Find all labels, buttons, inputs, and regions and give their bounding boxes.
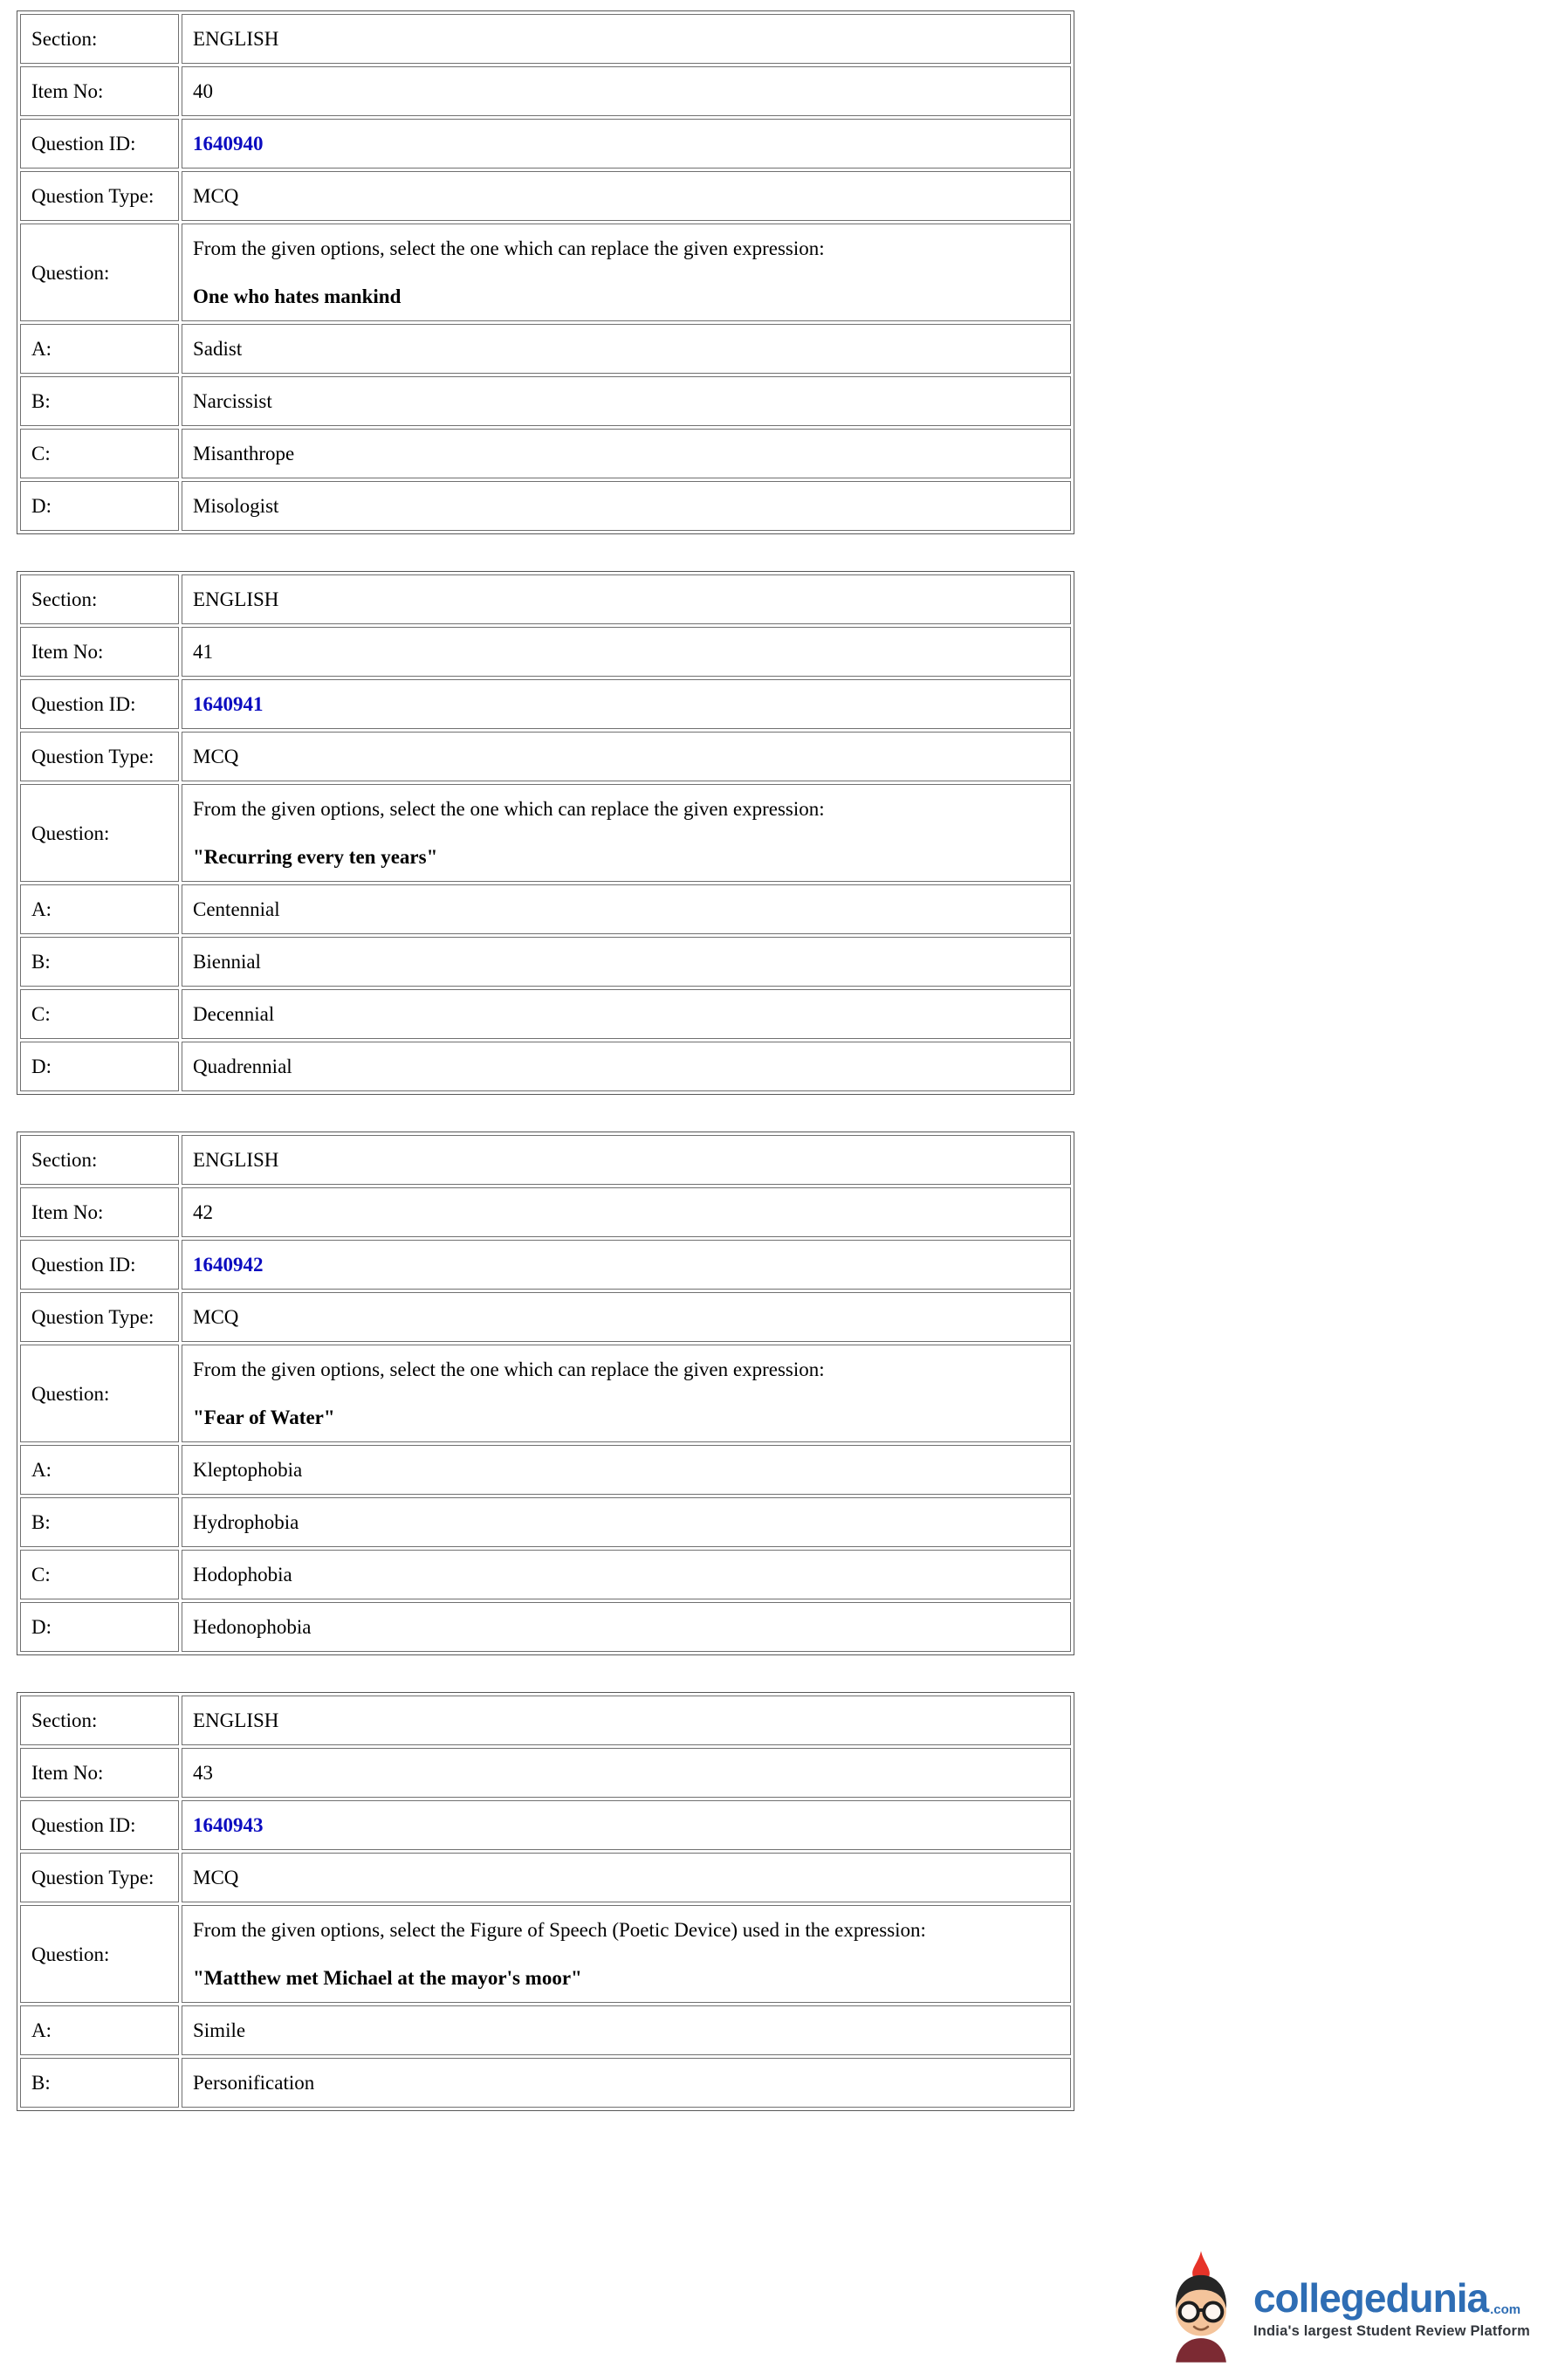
question-type-value: MCQ: [182, 171, 1071, 221]
question-type-label: Question Type:: [20, 1853, 179, 1902]
option-b-row: [20, 2058, 1071, 2108]
section-row: [20, 574, 1071, 624]
question-id-row: [20, 119, 1071, 169]
question-type-value: MCQ: [182, 1292, 1071, 1342]
option-c-row: [20, 429, 1071, 478]
question-intro: From the given options, select the one which can replace the given expression:: [193, 237, 825, 259]
option-b-label: B:: [20, 937, 179, 987]
question-label: Question:: [20, 1905, 179, 2003]
question-id-cell: [182, 119, 1071, 169]
section-value: ENGLISH: [182, 1696, 1071, 1745]
item-no-label: Item No:: [20, 627, 179, 677]
question-type-label: Question Type:: [20, 1292, 179, 1342]
question-cell: [182, 784, 1071, 882]
option-c-row: [20, 989, 1071, 1039]
option-c-value: Decennial: [182, 989, 1071, 1039]
question-table-43-clip: [17, 1692, 1074, 2133]
question-type-label: Question Type:: [20, 171, 179, 221]
section-value: ENGLISH: [182, 14, 1071, 64]
option-a-value: Sadist: [182, 324, 1071, 374]
question-intro: From the given options, select the one which can replace the given expression:: [193, 798, 825, 820]
brand-tagline: India's largest Student Review Platform: [1253, 2322, 1530, 2339]
option-b-row: [20, 1497, 1071, 1547]
option-a-row: [20, 1445, 1071, 1495]
question-expression: "Fear of Water": [193, 1407, 335, 1428]
question-type-row: [20, 1292, 1071, 1342]
option-a-value: Simile: [182, 2005, 1071, 2055]
brand-wordmark: [1253, 2274, 1530, 2321]
option-d-row: [20, 481, 1071, 531]
question-cell: [182, 224, 1071, 321]
question-id-cell: [182, 679, 1071, 729]
question-id-label: Question ID:: [20, 1800, 179, 1850]
mascot-icon: [1161, 2251, 1241, 2366]
item-no-label: Item No:: [20, 66, 179, 116]
question-table-40: [17, 10, 1074, 534]
question-id-link[interactable]: 1640940: [193, 133, 264, 155]
option-c-label: C:: [20, 429, 179, 478]
section-label: Section:: [20, 14, 179, 64]
question-intro: From the given options, select the Figure of Speech (Poetic Device) used in the expression:: [193, 1919, 926, 1941]
question-expression: "Recurring every ten years": [193, 846, 438, 868]
option-d-row: [20, 1602, 1071, 1652]
question-row: [20, 224, 1071, 321]
option-b-value: Biennial: [182, 937, 1071, 987]
item-no-row: [20, 1187, 1071, 1237]
option-a-row: [20, 884, 1071, 934]
option-a-label: A:: [20, 884, 179, 934]
section-row: [20, 1696, 1071, 1745]
section-label: Section:: [20, 574, 179, 624]
question-id-row: [20, 1800, 1071, 1850]
section-value: ENGLISH: [182, 1135, 1071, 1185]
option-a-label: A:: [20, 1445, 179, 1495]
option-a-row: [20, 324, 1071, 374]
option-b-label: B:: [20, 1497, 179, 1547]
option-c-label: C:: [20, 1550, 179, 1599]
question-id-link[interactable]: 1640941: [193, 693, 264, 715]
question-type-label: Question Type:: [20, 732, 179, 781]
question-type-value: MCQ: [182, 1853, 1071, 1902]
question-id-label: Question ID:: [20, 679, 179, 729]
item-no-value: 41: [182, 627, 1071, 677]
option-d-label: D:: [20, 1602, 179, 1652]
question-intro: From the given options, select the one which can replace the given expression:: [193, 1359, 825, 1380]
question-type-row: [20, 732, 1071, 781]
question-row: [20, 1345, 1071, 1442]
option-c-row: [20, 1550, 1071, 1599]
item-no-row: [20, 66, 1071, 116]
option-d-value: Hedonophobia: [182, 1602, 1071, 1652]
question-id-cell: [182, 1800, 1071, 1850]
section-label: Section:: [20, 1135, 179, 1185]
question-id-cell: [182, 1240, 1071, 1290]
option-c-label: C:: [20, 989, 179, 1039]
option-b-value: Hydrophobia: [182, 1497, 1071, 1547]
question-row: [20, 1905, 1071, 2003]
question-table-41: [17, 571, 1074, 1095]
item-no-value: 43: [182, 1748, 1071, 1798]
option-b-row: [20, 937, 1071, 987]
question-paper-page: [17, 10, 1074, 2133]
section-row: [20, 1135, 1071, 1185]
brand-name: collegedunia: [1253, 2274, 1489, 2321]
item-no-row: [20, 627, 1071, 677]
option-d-value: Misologist: [182, 481, 1071, 531]
question-expression: One who hates mankind: [193, 285, 402, 307]
option-d-row: [20, 1042, 1071, 1091]
option-b-value: Narcissist: [182, 376, 1071, 426]
option-b-value: Personification: [182, 2058, 1071, 2108]
option-c-value: Misanthrope: [182, 429, 1071, 478]
item-no-value: 40: [182, 66, 1071, 116]
question-table-42: [17, 1132, 1074, 1655]
item-no-row: [20, 1748, 1071, 1798]
question-label: Question:: [20, 224, 179, 321]
question-row: [20, 784, 1071, 882]
option-b-label: B:: [20, 2058, 179, 2108]
question-id-label: Question ID:: [20, 1240, 179, 1290]
section-label: Section:: [20, 1696, 179, 1745]
question-cell: [182, 1345, 1071, 1442]
option-d-label: D:: [20, 481, 179, 531]
brand-domain: .com: [1490, 2301, 1521, 2317]
option-d-label: D:: [20, 1042, 179, 1091]
option-a-row: [20, 2005, 1071, 2055]
collegedunia-logo: [1161, 2251, 1530, 2366]
question-label: Question:: [20, 784, 179, 882]
section-row: [20, 14, 1071, 64]
question-type-row: [20, 171, 1071, 221]
section-value: ENGLISH: [182, 574, 1071, 624]
question-type-row: [20, 1853, 1071, 1902]
question-id-row: [20, 679, 1071, 729]
option-a-value: Kleptophobia: [182, 1445, 1071, 1495]
option-b-row: [20, 376, 1071, 426]
option-c-value: Hodophobia: [182, 1550, 1071, 1599]
option-a-label: A:: [20, 2005, 179, 2055]
option-a-value: Centennial: [182, 884, 1071, 934]
option-d-value: Quadrennial: [182, 1042, 1071, 1091]
question-type-value: MCQ: [182, 732, 1071, 781]
item-no-label: Item No:: [20, 1748, 179, 1798]
question-id-link[interactable]: 1640943: [193, 1814, 264, 1836]
question-id-link[interactable]: 1640942: [193, 1254, 264, 1276]
item-no-label: Item No:: [20, 1187, 179, 1237]
item-no-value: 42: [182, 1187, 1071, 1237]
question-table-43: [17, 1692, 1074, 2111]
question-id-label: Question ID:: [20, 119, 179, 169]
option-a-label: A:: [20, 324, 179, 374]
question-cell: [182, 1905, 1071, 2003]
question-label: Question:: [20, 1345, 179, 1442]
question-id-row: [20, 1240, 1071, 1290]
option-b-label: B:: [20, 376, 179, 426]
question-expression: "Matthew met Michael at the mayor's moor": [193, 1967, 582, 1989]
